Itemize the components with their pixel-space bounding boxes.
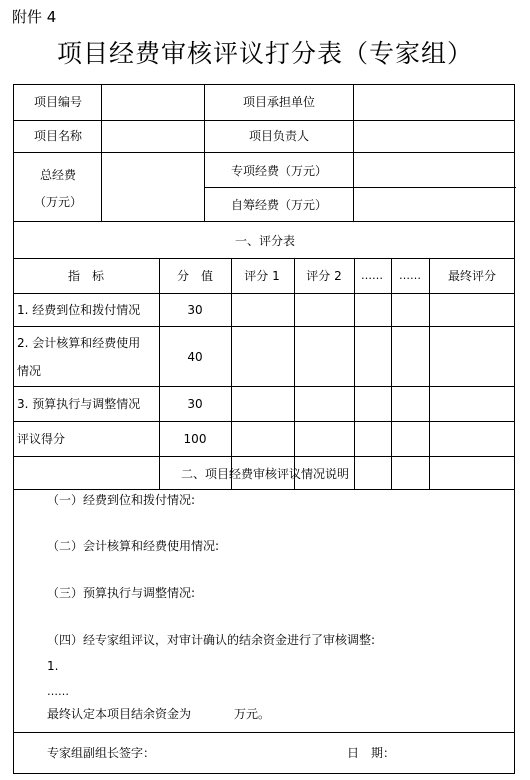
col-divider [429,258,430,489]
row-divider [14,421,514,422]
indicator-accounting-line1: 2. 会计核算和经费使用 [17,336,141,350]
score-table [13,84,515,774]
undertaking-unit-label: 项目承担单位 [242,95,316,109]
col-divider [353,85,354,221]
final-balance-unit: 万元。 [234,707,271,721]
col-divider [294,258,295,489]
indicator-value: 40 [187,350,203,364]
row-divider [14,221,514,222]
explanation-item-3: （三）预算执行与调整情况: [47,586,196,600]
explanation-item-2: （二）会计核算和经费使用情况: [47,539,220,553]
adjustment-list-ellipsis: …… [47,685,69,698]
row-divider [14,456,514,457]
explanation-item-4: （四）经专家组评议，对审计确认的结余资金进行了审核调整: [47,633,376,647]
row-divider [14,489,514,490]
date-label: 日 期： [347,746,396,760]
col-header-score-1: 评分 1 [244,269,280,283]
col-divider [231,258,232,489]
row-divider [14,120,514,121]
annex-label: 附件 4 [12,8,57,26]
row-divider [204,187,516,188]
project-name-label: 项目名称 [33,129,83,143]
indicator-value: 30 [187,303,203,317]
self-funds-label: 自筹经费（万元） [230,198,328,212]
row-divider [14,293,514,294]
col-divider [204,85,205,221]
row-divider [14,152,514,153]
project-leader-label: 项目负责人 [248,129,310,143]
signature-label: 专家组副组长签字： [47,746,156,760]
col-divider [159,258,160,489]
col-header-final-score: 最终评分 [447,269,497,283]
total-score-value: 100 [183,432,207,446]
final-balance-prefix: 最终认定本项目结余资金为 [47,707,192,721]
indicator-accounting-line2: 情况 [17,364,42,378]
page-title: 项目经费审核评议打分表（专家组） [56,39,473,68]
special-funds-label: 专项经费（万元） [230,164,328,178]
project-code-label: 项目编号 [33,95,83,109]
row-divider [14,386,514,387]
total-funds-label: 总经费 [39,168,77,182]
col-header-value: 分 值 [176,269,214,283]
total-funds-unit: （万元） [33,195,83,209]
col-divider [101,85,102,221]
indicator-value: 30 [187,397,203,411]
row-divider [14,732,514,733]
col-header-score-2: 评分 2 [306,269,342,283]
indicator-budget-execution: 3. 预算执行与调整情况 [17,397,141,411]
col-header-ellipsis-1: …… [361,269,383,282]
row-divider [14,258,514,259]
explanation-item-1: （一）经费到位和拨付情况: [47,493,196,507]
col-divider [391,258,392,489]
row-divider [14,326,514,327]
scoring-section-title: 一、评分表 [234,234,296,248]
col-divider [354,258,355,489]
total-score-label: 评议得分 [17,432,66,446]
col-header-ellipsis-2: …… [399,269,421,282]
adjustment-list-start: 1. [47,659,59,673]
indicator-funds-arrival: 1. 经费到位和拨付情况 [17,303,141,317]
col-header-indicator: 指 标 [67,269,105,283]
explanation-section-title: 二、项目经费审核评议情况说明 [180,467,350,481]
